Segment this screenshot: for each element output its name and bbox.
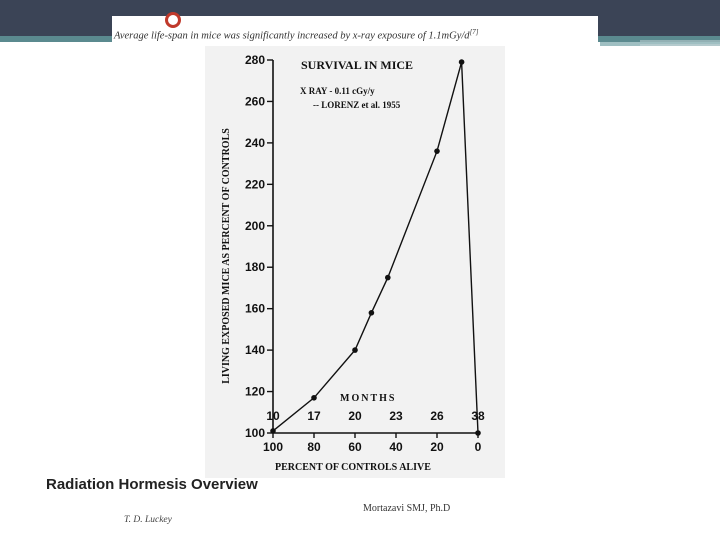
footer-author: T. D. Luckey — [124, 515, 172, 525]
series-line — [273, 62, 478, 433]
x-axis-label: PERCENT OF CONTROLS ALIVE — [275, 462, 431, 473]
data-point — [352, 347, 358, 353]
data-point — [434, 148, 440, 154]
y-tick-label: 220 — [244, 177, 265, 192]
subtitle-reference: [7] — [469, 28, 479, 36]
data-point — [311, 395, 317, 401]
data-point — [369, 310, 375, 316]
x-tick-label: 20 — [430, 440, 444, 454]
y-tick-label: 100 — [244, 426, 265, 440]
bullet-icon — [165, 12, 181, 28]
data-point — [459, 59, 465, 65]
month-tick-label: 10 — [266, 409, 280, 423]
y-tick-label: 240 — [244, 135, 265, 150]
y-tick-label: 200 — [244, 218, 265, 233]
month-tick-label: 17 — [307, 409, 321, 423]
chart-annotation-1: X RAY - 0.11 cGy/y — [300, 86, 375, 96]
data-points — [270, 59, 481, 436]
chart-title: SURVIVAL IN MICE — [301, 58, 414, 72]
month-tick-label: 23 — [389, 409, 403, 423]
x-tick-label: 60 — [348, 440, 362, 454]
month-tick-label: 38 — [471, 409, 485, 423]
x-tick-label: 80 — [307, 440, 321, 454]
y-tick-label: 180 — [244, 260, 265, 275]
month-axis-label: MONTHS — [340, 393, 397, 404]
subtitle-text: Average life-span in mice was significantly increased by x-ray exposure of 1.1mGy/d — [114, 30, 470, 42]
footer-title: Radiation Hormesis Overview — [46, 476, 258, 493]
survival-chart — [205, 46, 505, 478]
footer-credit: Mortazavi SMJ, Ph.D — [363, 503, 451, 514]
x-tick-label: 40 — [389, 440, 403, 454]
y-tick-label: 280 — [244, 53, 265, 67]
data-point — [385, 275, 391, 281]
x-tick-label: 100 — [262, 440, 284, 454]
chart-annotation-2: -- LORENZ et al. 1955 — [313, 100, 401, 110]
y-tick-label: 260 — [244, 94, 265, 109]
slide-subtitle — [114, 28, 479, 42]
y-ticks — [245, 53, 273, 440]
y-tick-label: 160 — [244, 301, 265, 316]
month-tick-label: 20 — [348, 409, 362, 423]
month-tick-label: 26 — [430, 409, 444, 423]
y-axis-label: LIVING EXPOSED MICE AS PERCENT OF CONTROLS — [221, 128, 232, 384]
data-point — [270, 428, 276, 434]
corner-decoration — [640, 38, 720, 50]
month-ticks — [266, 409, 485, 423]
x-tick-label: 0 — [474, 440, 482, 454]
chart-figure — [205, 46, 505, 478]
x-ticks — [263, 433, 482, 454]
data-point — [475, 430, 481, 436]
y-tick-label: 140 — [244, 343, 265, 358]
y-tick-label: 120 — [244, 384, 265, 399]
